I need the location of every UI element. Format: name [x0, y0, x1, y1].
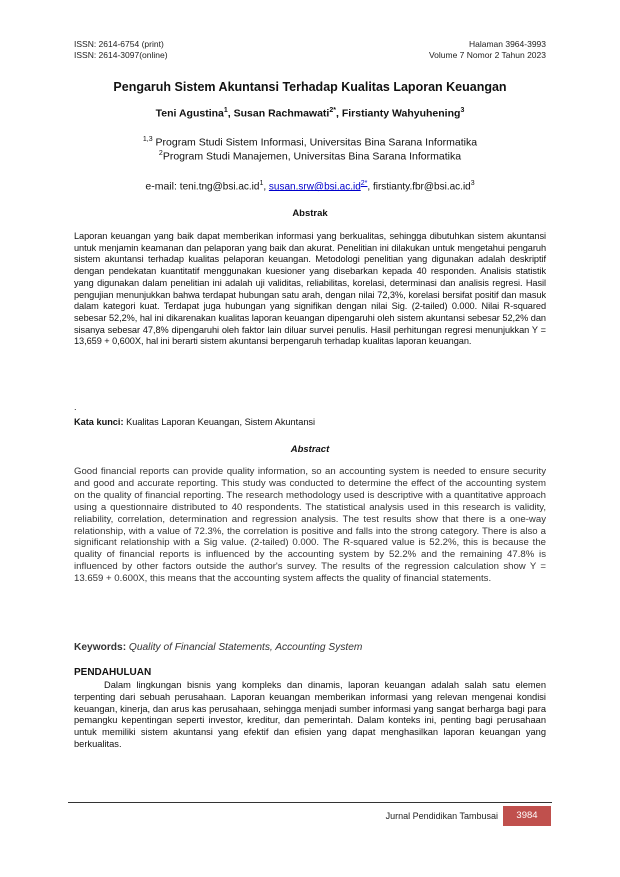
abstract-heading: Abstract	[290, 444, 330, 455]
paper-title: Pengaruh Sistem Akuntansi Terhadap Kualitas Laporan Keuangan	[113, 80, 507, 94]
email-label: e-mail:	[145, 180, 180, 193]
issn-print: ISSN: 2614-6754 (print)	[74, 39, 164, 49]
journal-name: Jurnal Pendidikan Tambusai	[385, 811, 498, 821]
section-heading: PENDAHULUAN	[74, 667, 152, 678]
author-list: Teni Agustina$^1$, Susan Rachmawati$^{2*}$, Firstianty Wahyuhening$^3$	[155, 107, 465, 120]
author-sup: 2*	[329, 107, 336, 114]
keywords-text: Quality of Financial Statements, Accounting System	[128, 642, 363, 653]
email-1[interactable]: teni.tng@bsi.ac.id	[179, 181, 260, 193]
author-sup: 3	[460, 107, 465, 114]
intro-paragraph	[74, 680, 546, 751]
volume-info: Volume 7 Nomor 2 Tahun 2023	[428, 49, 546, 60]
affiliation: $^2$Program Studi Manajemen, Universitas Bina Sarana Informatika	[158, 150, 462, 163]
kata-kunci	[74, 417, 315, 427]
author-name: Susan Rachmawati	[233, 107, 330, 120]
header-left	[74, 39, 168, 60]
email-2-link[interactable]: susan.srw@bsi.ac.id	[268, 181, 361, 193]
abstrak-heading: Abstrak	[292, 208, 328, 219]
page-range: Halaman 3964-3993	[468, 39, 546, 49]
author-sup: 1	[223, 107, 228, 114]
keywords	[74, 642, 362, 653]
kata-kunci-label: Kata kunci:	[74, 417, 127, 427]
footer-divider	[68, 802, 552, 803]
kata-kunci-text: Kualitas Laporan Keuangan, Sistem Akuntansi	[126, 417, 316, 427]
page-number-badge: 3984	[503, 806, 551, 826]
abstrak-body: Laporan keuangan yang baik dapat memberikan informasi yang berkualitas, sehingga dibutuhkan sistem akuntansi untuk menjamin keamanan dan pelaporan yang baik dan akurat. Penelitian ini dilakukan untuk mengetahui pengaruh sistem akuntansi terhadap kualitas pelaporan keuangan. Metodologi penelitian yang digunakan adalah deskriptif dengan pendekatan kuantitatif menggunakan kuesioner yang disebarkan kepada 40 responden. Analisis statistik yang digunakan dalam penelitian ini adalah uji validitas, reliabilitas, korelasi, determinasi dan analisis regresi. Hasil pengujian menunjukkan bahwa terdapat hubungan satu arah, dengan nilai 72,3%, korelasi bersifat positif dan masuk dalam kategori kuat. Terdapat juga hubungan yang signifikan dengan nilai Sig. (2-tailed) 0.000. Nilai R-squared sebesar 52,2%, hal ini dikarenakan kualitas laporan keuangan dipengaruhi oleh sistem akuntansi sebesar 52,2% dan sisanya sebesar 47,8% dipengaruhi oleh faktor lain diluar survei penulis. Hasil perhitungan regresi menunjukkan Y = 13,659 + 0,600X, hal ini berarti sistem akuntansi berpengaruh terhadap kualitas laporan keuangan.	[74, 231, 546, 347]
author-name: Firstianty Wahyuhening	[341, 107, 461, 120]
abstrak-dot: .	[74, 402, 77, 412]
abstract-body: Good financial reports can provide quality information, so an accounting system is needed to ensure security and good and accurate reporting. This study was conducted to determine the effect of the accounting system on the quality of financial reporting. The research methodology used is descriptive with a quantitative approach using a questionnaire distributed to 40 respondents. The statistical analysis used in this research is validity, reliability, correlation, determination and regression analysis. The test results show that there is a one-way relationship, with a value of 72.3%, the correlation is positive and falls into the strong category. There is also a significant relationship with a Sig value. (2-tailed) 0.000. The R-squared value is 52.2%, this is because the quality of financial reports is influenced by the accounting system by 52.2% and the remaining 47.8% is influenced by other factors outside the author's survey. The results of the regression calculation show Y = 13.659 + 0.600X, this means that the accounting system affects the quality of financial statements.	[74, 466, 546, 585]
email-line: e-mail: $teni.tng@bsi.ac.id^1$, $susan.srw@bsi.ac.id^{2*}$, $firstianty.fbr@bsi.ac.id^3$	[145, 180, 475, 193]
email-3[interactable]: firstianty.fbr@bsi.ac.id	[372, 181, 471, 193]
intro-text: Dalam lingkungan bisnis yang kompleks dan dinamis, laporan keuangan adalah salah satu elemen terpenting dari sebuah perusahaan. Laporan keuangan memberikan informasi yang relevan mengenai kondisi keuangan, kinerja, dan arus kas perusahaan, sehingga menjadi sumber informasi yang sangat berharga bagi para pemangku kepentingan seperti investor, kreditur, dan pemerintah. Dalam konteks ini, penting bagi perusahaan untuk memiliki sistem akuntansi yang efektif dan efisien yang dapat menghasilkan laporan keuangan yang berkualitas.	[74, 680, 546, 749]
header-right	[429, 39, 546, 60]
author-name: Teni Agustina	[155, 107, 224, 120]
issn-online: ISSN: 2614-3097(online)	[74, 49, 168, 60]
affiliation: $^{1,3}$ Program Studi Sistem Informasi, Universitas Bina Sarana Informatika	[142, 136, 478, 149]
keywords-label: Keywords:	[74, 642, 129, 653]
